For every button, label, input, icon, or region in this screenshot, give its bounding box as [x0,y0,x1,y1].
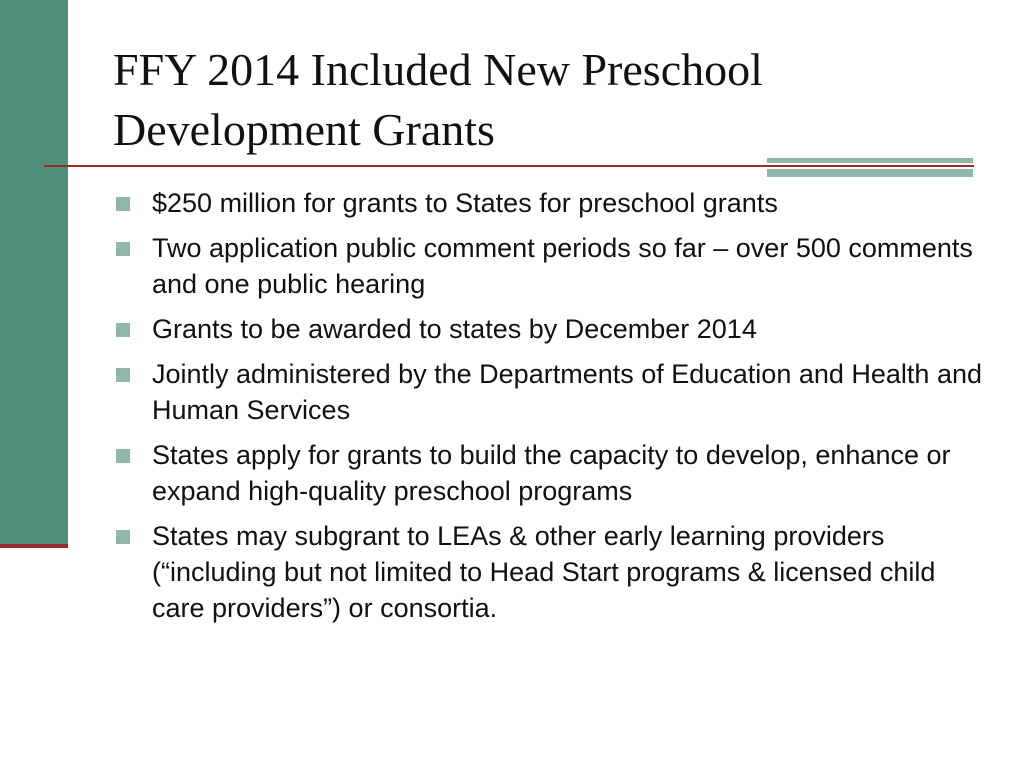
bullet-item [113,311,983,347]
bullet-item [113,437,983,509]
bullet-text: States apply for grants to build the capacity to develop, enhance or expand high-quality preschool programs [152,440,951,506]
square-bullet-icon [116,368,130,382]
square-bullet-icon [116,449,130,463]
bullet-list [113,185,983,635]
side-accent-bar-edge [0,544,68,548]
accent-bar-bottom [767,169,973,177]
bullet-item [113,230,983,302]
title-accent-bars [767,158,973,178]
bullet-item [113,185,983,221]
square-bullet-icon [116,530,130,544]
square-bullet-icon [116,323,130,337]
square-bullet-icon [116,197,130,211]
side-accent-bar [0,0,68,544]
square-bullet-icon [116,242,130,256]
bullet-text: States may subgrant to LEAs & other early learning providers (“including but not limited to Head Start programs & licensed child care providers”) or consortia. [152,521,936,623]
accent-bar-top [767,158,973,163]
bullet-text: Grants to be awarded to states by December 2014 [152,314,757,344]
bullet-text: Two application public comment periods so far – over 500 comments and one public hearing [152,233,973,299]
bullet-text: Jointly administered by the Departments of Education and Health and Human Services [152,359,982,425]
bullet-item [113,356,983,428]
slide-title: FFY 2014 Included New Preschool Development Grants [113,44,763,155]
bullet-text: $250 million for grants to States for preschool grants [152,188,778,218]
bullet-item [113,518,983,626]
